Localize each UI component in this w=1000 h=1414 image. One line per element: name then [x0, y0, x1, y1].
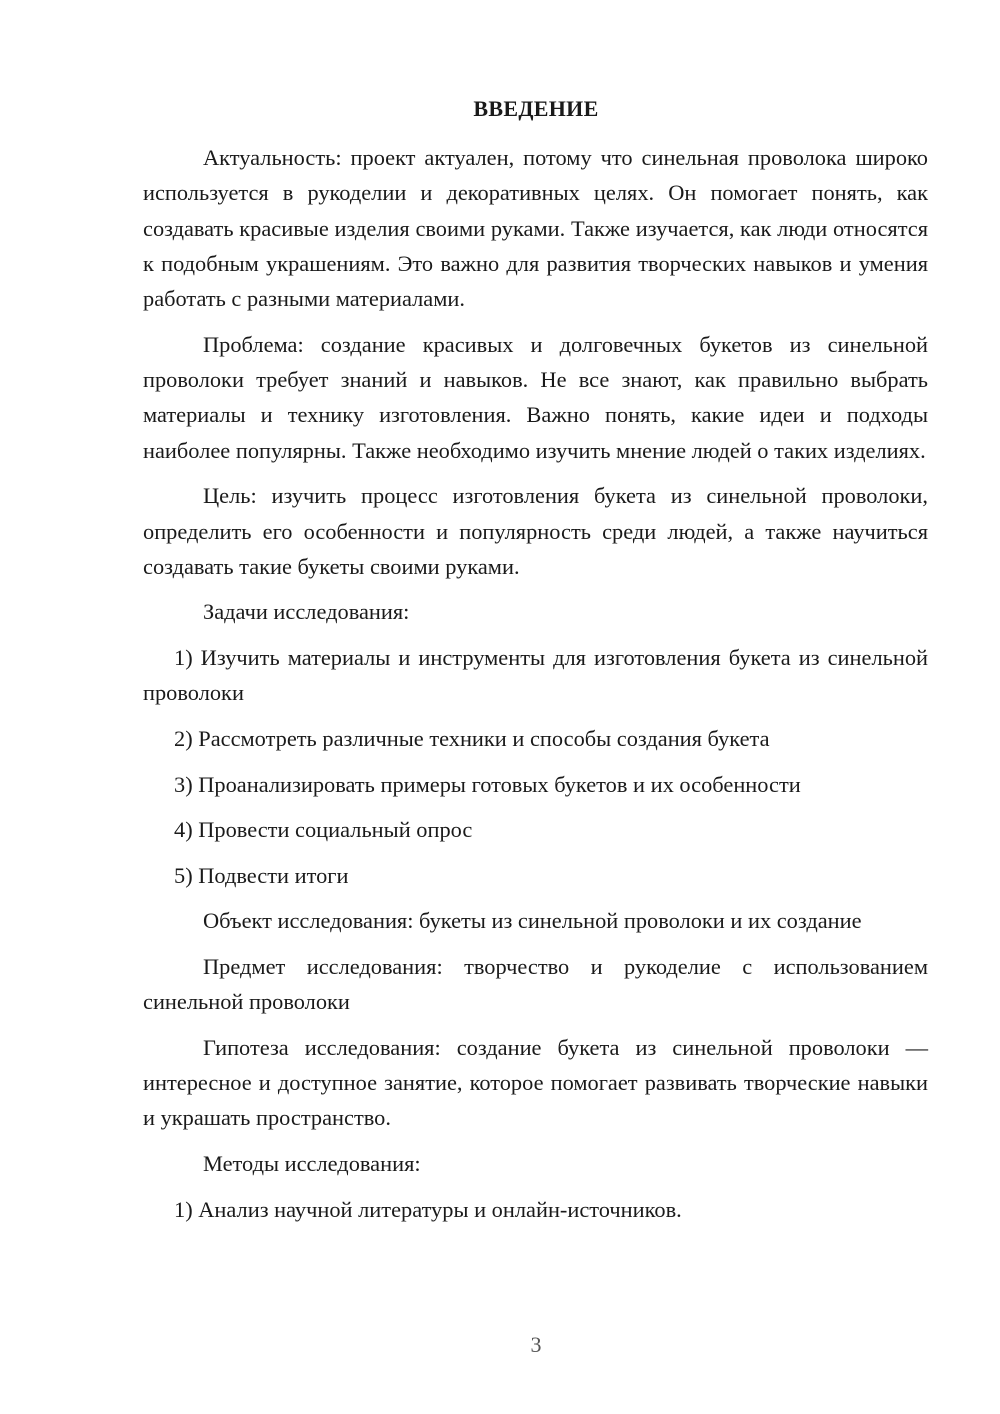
task-item-4: 4) Провести социальный опрос — [174, 817, 473, 843]
document-body — [143, 140, 928, 1227]
section-title: ВВЕДЕНИЕ — [473, 96, 599, 121]
relevance-paragraph: Актуальность: проект актуален, потому что синельная проволока широко используется в рукоделии и декоративных целях. Он помогает понять, как создавать красивые изделия своими руками. Также изучается, как люди относятся к подобным украшениям. Это важно для развития творческих навыков и умения работать с разными материалами. — [143, 145, 928, 312]
method-item-1: 1) Анализ научной литературы и онлайн-источников. — [174, 1196, 682, 1222]
object-paragraph: Объект исследования: букеты из синельной проволоки и их создание — [203, 908, 862, 934]
methods-heading: Методы исследования: — [203, 1150, 421, 1176]
page-number: 3 — [530, 1332, 542, 1357]
task-item-2: 2) Рассмотреть различные техники и способы создания букета — [174, 725, 770, 751]
tasks-heading: Задачи исследования: — [203, 599, 410, 625]
goal-paragraph: Цель: изучить процесс изготовления букета из синельной проволоки, определить его особенности и популярность среди людей, а также научиться создавать такие букеты своими руками. — [143, 483, 928, 579]
task-item-5: 5) Подвести итоги — [174, 862, 349, 888]
problem-paragraph: Проблема: создание красивых и долговечных букетов из синельной проволоки требует знаний и навыков. Не все знают, как правильно выбрать материалы и технику изготовления. Важно понять, какие идеи и подходы наиболее популярны. Также необходимо изучить мнение людей о таких изделиях. — [143, 331, 928, 463]
task-item-1: 1) Изучить материалы и инструменты для изготовления букета из синельной проволоки — [143, 645, 928, 706]
task-item-3: 3) Проанализировать примеры готовых букетов и их особенности — [174, 771, 801, 797]
hypothesis-paragraph: Гипотеза исследования: создание букета из синельной проволоки — интересное и доступное занятие, которое помогает развивать творческие навыки и украшать пространство. — [143, 1034, 928, 1131]
subject-paragraph: Предмет исследования: творчество и рукоделие с использованием синельной проволоки — [143, 953, 928, 1015]
